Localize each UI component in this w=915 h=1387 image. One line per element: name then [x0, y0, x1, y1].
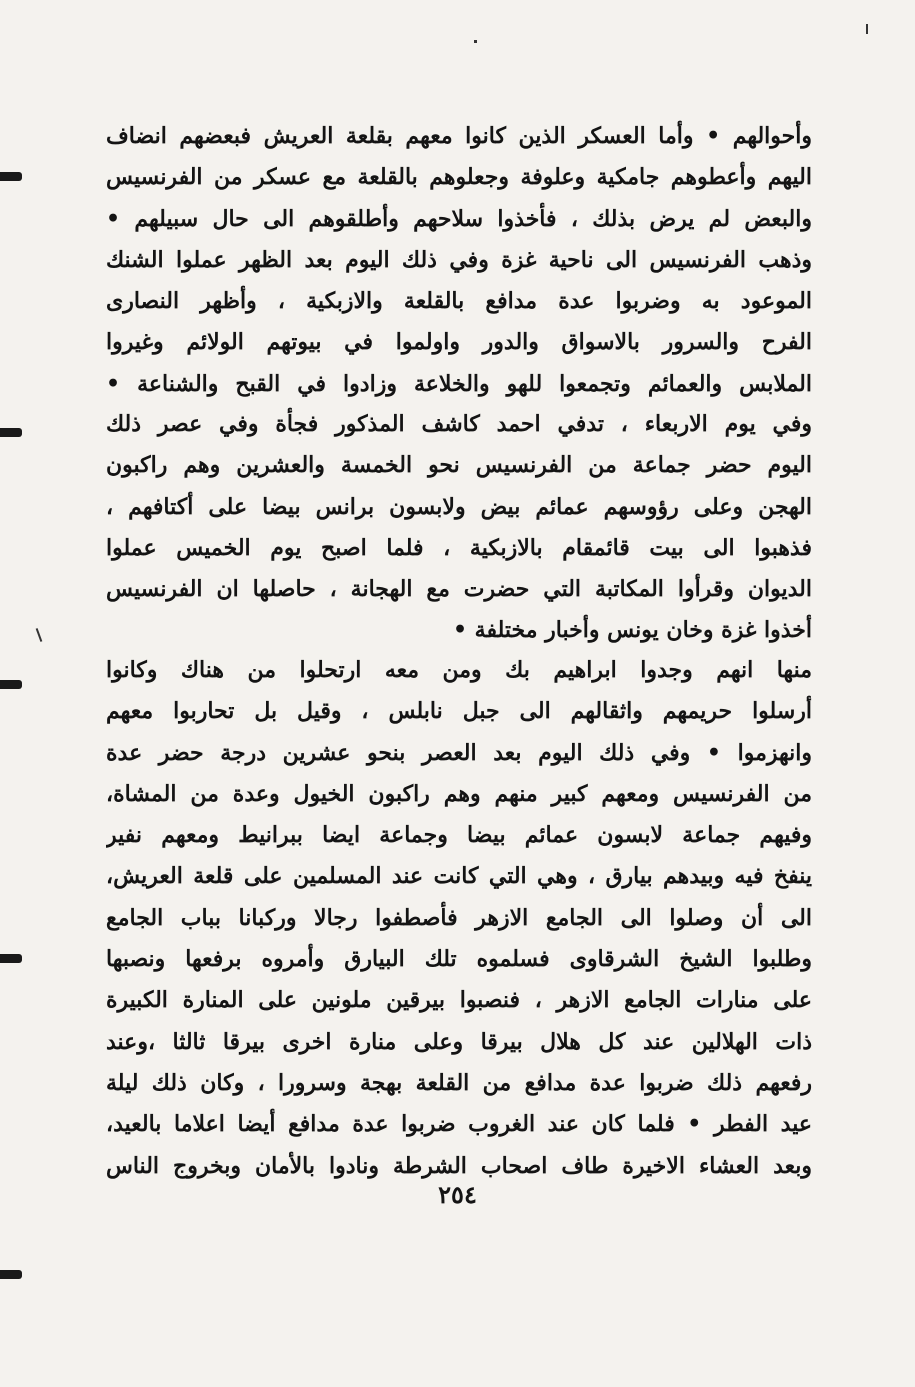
paragraph-2 — [106, 404, 812, 652]
binding-mark — [0, 172, 22, 181]
scan-speck — [474, 40, 477, 43]
text-line: الملابس والعمائم وتجمعوا للهو والخلاعة وزادوا في القبح والشناعة • — [106, 370, 812, 397]
text-line: الهجن وعلى رؤوسهم عمائم بيض ولابسون برانس بيضا على أكتافهم ، — [106, 493, 812, 520]
scan-speck — [36, 628, 43, 642]
text-line: الديوان وقرأوا المكاتبة التي حضرت مع الهجانة ، حاصلها ان الفرنسيس — [106, 576, 812, 603]
text-line: الى أن وصلوا الى الجامع الازهر فأصطفوا رجالا وركبانا بباب الجامع — [106, 904, 812, 931]
text-line: عيد الفطر • فلما كان عند الغروب ضربوا عدة مدافع أيضا اعلاما بالعيد، — [106, 1111, 812, 1138]
text-line: رفعهم ذلك ضربوا عدة مدافع من القلعة بهجة وسرورا ، وكان ذلك ليلة — [106, 1069, 812, 1096]
text-line: وطلبوا الشيخ الشرقاوى فسلموه تلك البيارق وأمروه برفعها ونصبها — [106, 946, 812, 973]
text-line: منها انهم وجدوا ابراهيم بك ومن معه ارتحلوا من هناك وكانوا — [106, 657, 812, 683]
page-number: ٢٥٤ — [438, 1180, 477, 1209]
text-line: اليهم وأعطوهم جامكية وعلوفة وجعلوهم بالقلعة مع عسكر من الفرنسيس — [106, 164, 812, 191]
text-line: أرسلوا حريمهم واثقالهم الى جبل نابلس ، وقيل بل تحاربوا معهم — [106, 698, 812, 725]
text-line: وفيهم جماعة لابسون عمائم بيضا وجماعة ايضا ببرانيط ومعهم نفير — [106, 822, 812, 849]
binding-mark — [0, 428, 22, 437]
text-line: فذهبوا الى بيت قائمقام بالازبكية ، فلما اصبح يوم الخميس عملوا — [106, 534, 812, 561]
binding-mark — [0, 1270, 22, 1279]
text-line: ذات الهلالين عند كل هلال بيرقا وعلى منارة اخرى بيرقا ثالثا ،وعند — [106, 1028, 812, 1055]
text-line: الفرح والسرور بالاسواق والدور واولموا في بيوتهم الولائم وغيروا — [106, 329, 812, 356]
text-line: على منارات الجامع الازهر ، فنصبوا بيرقين ملونين على المنارة الكبيرة — [106, 987, 812, 1014]
text-line: وأحوالهم • وأما العسكر الذين كانوا معهم بقلعة العريش فبعضهم انضاف — [106, 123, 812, 149]
text-line: وبعد العشاء الاخيرة طاف اصحاب الشرطة ونادوا بالأمان وبخروج الناس — [106, 1152, 812, 1179]
text-line: أخذوا غزة وخان يونس وأخبار مختلفة • — [452, 617, 812, 644]
text-line: اليوم حضر جماعة من الفرنسيس نحو الخمسة والعشرين وهم راكبون — [106, 452, 812, 479]
scan-speck — [866, 24, 868, 34]
text-line: الموعود به وضربوا عدة مدافع بالقلعة والازبكية ، وأظهر النصارى — [106, 288, 812, 315]
text-line: ينفخ فيه وبيدهم بيارق ، وهي التي كانت عند المسلمين على قلعة العريش، — [106, 863, 812, 890]
text-line: وذهب الفرنسيس الى ناحية غزة وفي ذلك اليوم بعد الظهر عملوا الشنك — [106, 246, 812, 273]
binding-mark — [0, 954, 22, 963]
paragraph-1 — [106, 116, 812, 405]
text-line: والبعض لم يرض بذلك ، فأخذوا سلاحهم وأطلقوهم الى حال سبيلهم • — [106, 205, 812, 232]
text-line: من الفرنسيس ومعهم كبير منهم وهم راكبون الخيول وعدة من المشاة، — [106, 780, 812, 807]
text-line: وانهزموا • وفي ذلك اليوم بعد العصر بنحو عشرين درجة حضر عدة — [106, 739, 812, 766]
binding-mark — [0, 680, 22, 689]
paragraph-3 — [106, 650, 812, 1187]
text-line: وفي يوم الاربعاء ، تدفي احمد كاشف المذكور فجأة وفي عصر ذلك — [106, 411, 812, 437]
